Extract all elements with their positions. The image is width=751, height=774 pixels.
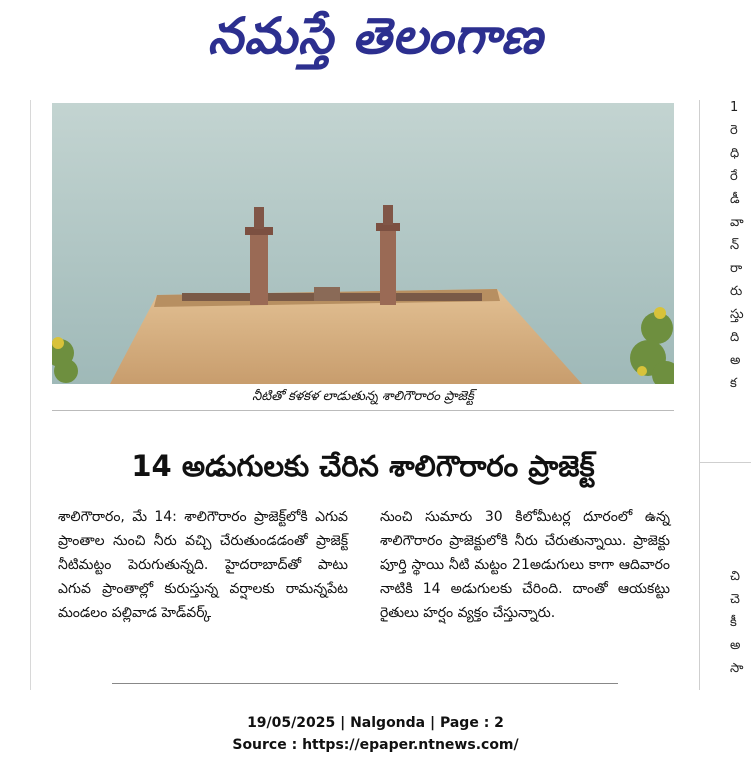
side-line: రే [730,169,738,184]
side-line: 1 [730,100,739,115]
side-line: ది [730,330,740,345]
side-line: సా [730,661,744,676]
side-line: వా [730,215,744,230]
adjacent-article-top [730,96,751,395]
project-photo [52,103,674,384]
side-line: చె [730,592,740,607]
side-line: క [730,376,737,391]
adjacent-article-bottom [730,565,751,680]
side-line: అ [730,638,741,653]
side-line: డీ [730,192,740,207]
side-line: కీ [730,615,737,630]
side-line: చి [730,569,740,584]
article-column-1: శాలిగౌరారం, మే 14: శాలిగౌరారం ప్రాజెక్ట్‌లోకి ఎగువ ప్రాంతాల నుంచి నీరు వచ్చి చేరుతుండడంతో ప్రాజెక్ట్ నీటిమట్టం పెరుగుతున్నది. హైదరాబాద్‌తో పాటు ఎగువ ప్రాంతాల్లో కురుస్తున్న వర్షాలకు రామన్నపేట మండలం పల్లివాడ హెడ్‌వర్క్ [58,509,348,621]
side-line: న్ [730,238,740,253]
column-divider-right [699,100,700,690]
article-end-rule [112,683,618,684]
side-line: అ [730,353,741,368]
caption-rule [52,410,674,411]
side-line: రు [730,284,743,299]
footer-date-edition: 19/05/2025 | Nalgonda | Page : 2 [247,715,504,731]
footer-source: Source : https://epaper.ntnews.com/ [232,737,519,753]
sidebar-divider [699,462,751,463]
page-footer [0,712,751,756]
article-headline: 14 అడుగులకు చేరిన శాలిగౌరారం ప్రాజెక్ట్ [131,449,595,483]
side-line: రా [730,261,743,276]
side-line: స్తు [730,307,744,322]
article-column-2: నుంచి సుమారు 30 కిలోమీటర్ల దూరంలో ఉన్న శాలిగౌరారం ప్రాజెక్టులోకి నీరు చేరుతున్నాయి. ప్రాజెక్టు పూర్తి స్థాయి నీటి మట్టం 21అడుగులు కాగా ఆదివారం నాటికి 14 అడుగులకు చేరింది. దాంతో ఆయకట్టు రైతులు హర్షం వ్యక్తం చేస్తున్నారు. [380,509,670,621]
newspaper-title: నమస్తే తెలంగాణ [207,6,544,65]
column-divider-left [30,100,31,690]
side-line: ధి [730,146,740,161]
photo-caption: నీటితో కళకళ లాడుతున్న శాలిగౌరారం ప్రాజెక్ట్ [252,389,474,404]
masthead [0,0,751,82]
side-line: రె [730,123,738,138]
reservoir-image [52,103,674,384]
